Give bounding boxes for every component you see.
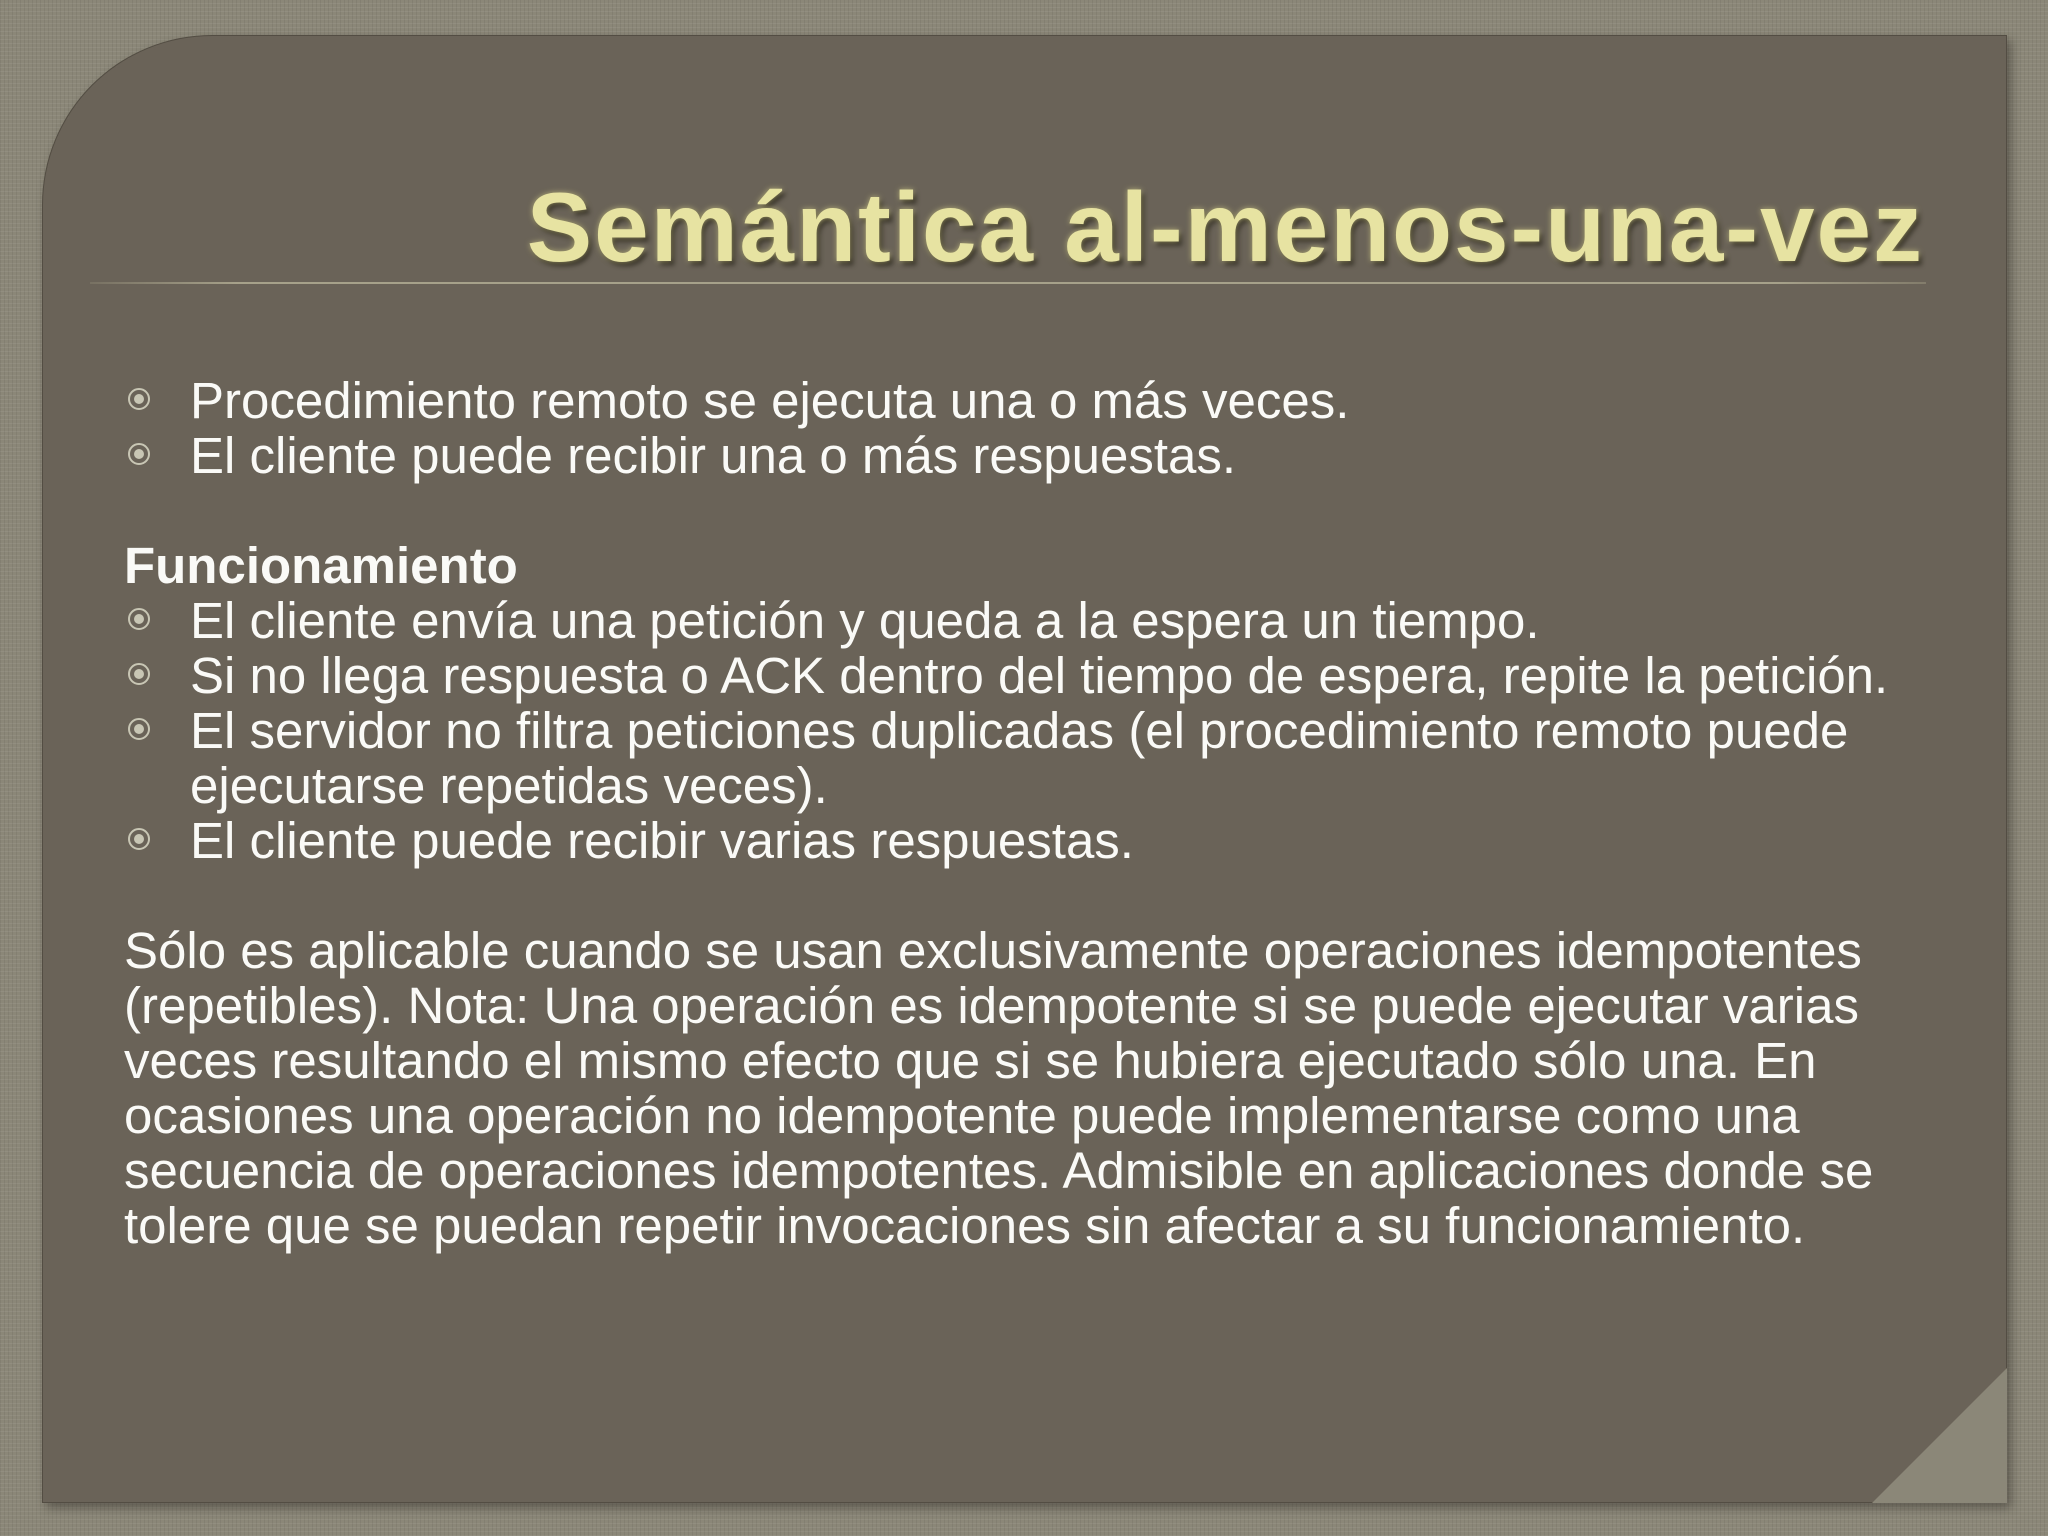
circle-bullet-icon [128, 608, 150, 630]
list-item [124, 428, 1964, 483]
circle-bullet-icon [128, 663, 150, 685]
circle-bullet-icon [128, 828, 150, 850]
list-item [124, 593, 1964, 648]
spacer [124, 483, 1964, 538]
slide-title: Semántica al-menos-una-vez [526, 172, 1924, 282]
circle-bullet-icon [128, 388, 150, 410]
bullet-text: Procedimiento remoto se ejecuta una o más veces. [190, 372, 1350, 429]
panel-corner-cut [1872, 1368, 2007, 1503]
list-item [124, 648, 1964, 703]
circle-bullet-icon [128, 718, 150, 740]
bullet-text: El servidor no filtra peticiones duplicadas (el procedimiento remoto puede ejecutarse repetidas veces). [190, 702, 1849, 814]
list-item [124, 813, 1964, 868]
section-heading: Funcionamiento [124, 537, 518, 594]
intro-bullet-list [124, 373, 1964, 483]
title-divider [90, 282, 1926, 284]
bullet-text: Si no llega respuesta o ACK dentro del tiempo de espera, repite la petición. [190, 647, 1889, 704]
slide-body [124, 373, 1964, 1253]
list-item [124, 373, 1964, 428]
section-bullet-list [124, 593, 1964, 868]
closing-paragraph: Sólo es aplicable cuando se usan exclusivamente operaciones idempotentes (repetibles). Nota: Una operación es idempotente si se puede ejecutar varias veces resultando el mismo efecto que si se hubiera ejecutado sólo una. En ocasiones una operación no idempotente puede implementarse como una secuencia de operaciones idempotentes. Admisible en aplicaciones donde se tolere que se puedan repetir invocaciones sin afectar a su funcionamiento. [124, 922, 1874, 1254]
circle-bullet-icon [128, 443, 150, 465]
bullet-text: El cliente puede recibir varias respuestas. [190, 812, 1134, 869]
spacer [124, 868, 1964, 923]
bullet-text: El cliente puede recibir una o más respuestas. [190, 427, 1237, 484]
list-item [124, 703, 1964, 813]
bullet-text: El cliente envía una petición y queda a la espera un tiempo. [190, 592, 1540, 649]
